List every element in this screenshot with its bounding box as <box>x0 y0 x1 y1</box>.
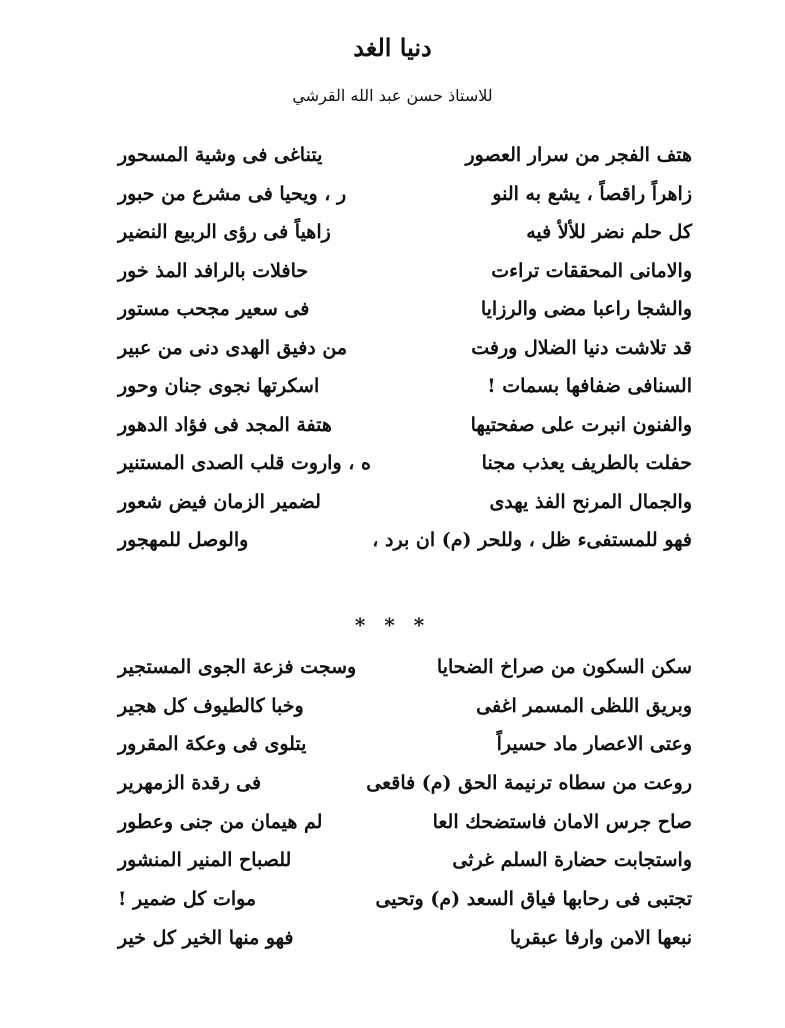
poem-author: للاستاذ حسن عبد الله القرشي <box>292 86 493 105</box>
verse-line <box>118 136 692 175</box>
verse-second-hemistich: يتناغى فى وشية المسحور <box>118 144 323 166</box>
verse-first-hemistich: السنافى ضفافها بسمات ! <box>487 375 692 397</box>
stanza-one <box>118 136 692 560</box>
verse-first-hemistich: وعتى الاعصار ماد حسيراً <box>496 733 692 756</box>
verse-line <box>118 213 692 252</box>
verse-second-hemistich: فى سعير مجحب مستور <box>118 298 310 320</box>
poem-title: دنيا الغد <box>353 33 432 62</box>
verse-first-hemistich: والجمال المرنح الفذ يهدى <box>489 490 692 513</box>
verse-first-hemistich: كل حلم نضر للألأ فيه <box>526 221 692 243</box>
verse-second-hemistich: اسكرتها نجوى جنان وحور <box>118 375 320 397</box>
verse-second-hemistich: موات كل ضمير ! <box>118 888 257 911</box>
verse-first-hemistich: قد تلاشت دنيا الضلال ورفت <box>471 336 692 359</box>
verse-first-hemistich: والفنون انبرت على صفحتيها <box>470 413 692 436</box>
verse-line <box>118 329 692 368</box>
verse-second-hemistich: من دفيق الهدى دنى من عبير <box>118 336 348 359</box>
verse-first-hemistich: صاح جرس الامان فاستضحك العا <box>432 810 692 833</box>
verse-line <box>118 803 692 842</box>
verse-second-hemistich: فهو منها الخير كل خير <box>118 926 294 949</box>
verse-line <box>118 764 692 803</box>
verse-second-hemistich: يتلوى فى وعكة المقرور <box>118 733 307 756</box>
verse-line <box>118 175 692 214</box>
verse-line <box>118 648 692 687</box>
verse-first-hemistich: والامانى المحققات تراءت <box>491 259 692 282</box>
verse-second-hemistich: زاهياً فى رؤى الربيع النضير <box>118 221 331 243</box>
verse-second-hemistich: لضمير الزمان فيض شعور <box>118 490 321 513</box>
verse-first-hemistich: نبعها الامن وارفا عبقريا <box>509 926 692 949</box>
verse-second-hemistich: حافلات بالرافد المذ خور <box>118 259 309 282</box>
verse-line <box>118 367 692 406</box>
verse-first-hemistich: تجتبى فى رحابها فياق السعد (م) وتحيى <box>375 888 692 911</box>
verse-second-hemistich: وسجت فزعة الجوى المستجير <box>118 656 357 678</box>
verse-line <box>118 687 692 726</box>
verse-first-hemistich: وبريق اللظى المسمر اغفى <box>476 694 692 717</box>
verse-line <box>118 919 692 958</box>
verse-line <box>118 880 692 919</box>
verse-first-hemistich: زاهراً راقصاً ، يشع به النو <box>492 182 692 205</box>
verse-second-hemistich: والوصل للمهجور <box>118 529 249 551</box>
verse-first-hemistich: سكن السكون من صراخ الضحايا <box>436 656 692 678</box>
verse-line <box>118 521 692 560</box>
verse-second-hemistich: ر ، ويحيا فى مشرع من حبور <box>118 182 347 205</box>
stanza-two <box>118 648 692 958</box>
verse-second-hemistich: لم هيمان من جنى وعطور <box>118 810 323 833</box>
verse-line <box>118 725 692 764</box>
verse-first-hemistich: حفلت بالطريف يعذب مجنا <box>481 452 692 474</box>
verse-second-hemistich: للصباح المنير المنشور <box>118 849 292 872</box>
verse-line <box>118 290 692 329</box>
verse-line <box>118 483 692 522</box>
verse-first-hemistich: فهو للمستفىء ظل ، وللحر (م) ان برد ، <box>372 529 692 551</box>
section-separator: * * * <box>354 613 431 637</box>
verse-second-hemistich: وخبا كالطيوف كل هجير <box>118 694 304 717</box>
verse-second-hemistich: ه ، واروت قلب الصدى المستنير <box>118 452 371 474</box>
verse-line <box>118 406 692 445</box>
verse-line <box>118 841 692 880</box>
verse-line <box>118 252 692 291</box>
verse-line <box>118 444 692 483</box>
verse-first-hemistich: واستجابت حضارة السلم غرثى <box>452 849 692 872</box>
verse-second-hemistich: هتفة المجد فى فؤاد الدهور <box>118 413 332 436</box>
verse-first-hemistich: روعت من سطاه ترنيمة الحق (م) فاقعى <box>366 772 692 795</box>
verse-first-hemistich: هتف الفجر من سرار العصور <box>465 144 692 166</box>
verse-first-hemistich: والشجا راعبا مضى والرزايا <box>480 298 692 320</box>
verse-second-hemistich: فى رقدة الزمهرير <box>118 772 262 795</box>
